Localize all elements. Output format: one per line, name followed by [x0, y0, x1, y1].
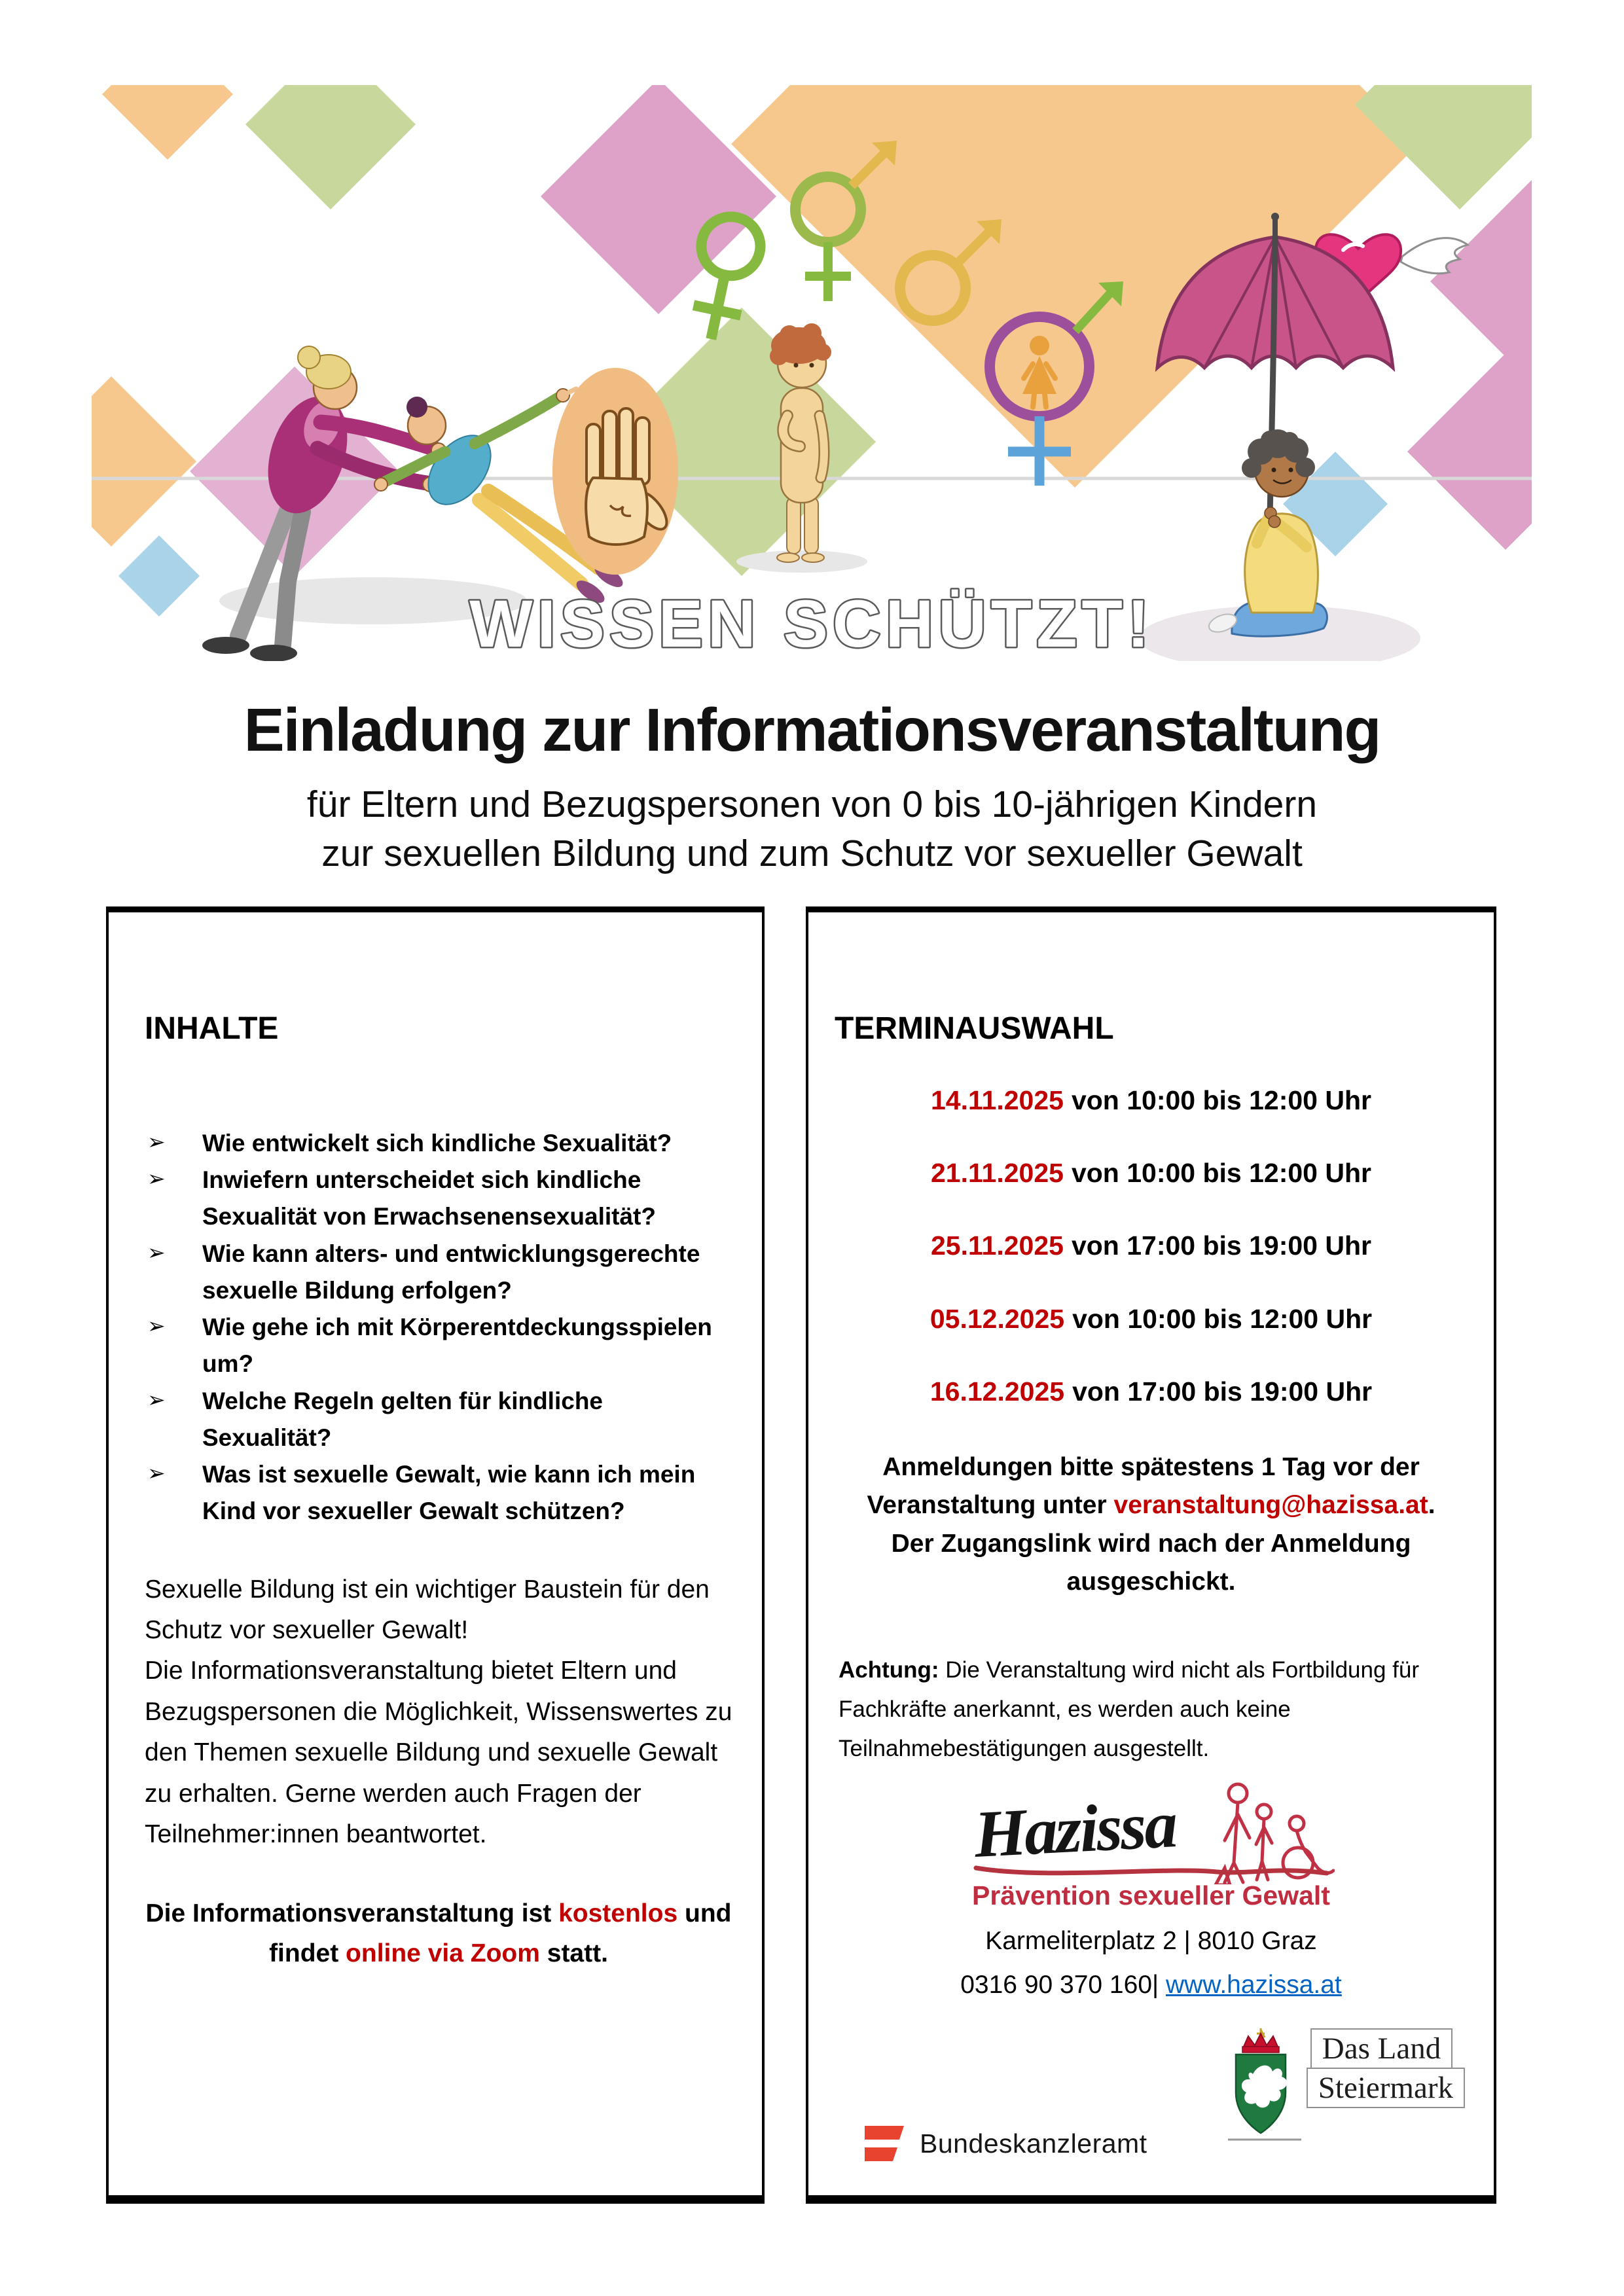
- paragraph-2: Die Informationsveranstaltung bietet Eltern und Bezugspersonen die Möglichkeit, Wissenswertes zu den Themen sexuelle Bildung und sexuelle Gewalt zu erhalten. Gerne werden auch Fragen der Teilnehmer:innen beantwortet.: [145, 1657, 732, 1848]
- phone-number: 0316 90 370 160: [960, 1971, 1153, 1999]
- highlight-text: findet: [269, 1939, 346, 1967]
- date-row: [835, 1230, 1468, 1262]
- arrow-bullet-icon: ➢: [147, 1239, 166, 1265]
- time-value: von 10:00 bis 12:00 Uhr: [1071, 1085, 1371, 1115]
- bullet-text: Welche Regeln gelten für kindliche Sexualität?: [202, 1387, 603, 1451]
- time-value: von 17:00 bis 19:00 Uhr: [1072, 1376, 1373, 1407]
- date-value: 16.12.2025: [929, 1376, 1065, 1407]
- terminauswahl-box: [806, 906, 1496, 2204]
- achtung-text: Die Veranstaltung wird nicht als Fortbildung für Fachkräfte anerkannt, es werden auch keine Teilnahmebestätigungen ausgestellt.: [839, 1657, 1420, 1762]
- hazissa-contact-block: [808, 1770, 1494, 1998]
- page-subtitle: [0, 780, 1624, 878]
- date-row: [835, 1303, 1468, 1335]
- banner-slogan: WISSEN SCHÜTZT!: [469, 586, 1154, 661]
- list-item: [145, 1309, 732, 1382]
- hazissa-logo-subtitle: Prävention sexueller Gewalt: [972, 1880, 1330, 1910]
- registration-text: Anmeldungen bitte spätestens 1 Tag vor der Veranstaltung unter: [867, 1452, 1420, 1520]
- bundeskanzleramt-logo: [865, 2125, 1147, 2162]
- arrow-bullet-icon: ➢: [147, 1460, 166, 1486]
- austria-flag-icon: [865, 2125, 905, 2162]
- inhalte-box: [106, 906, 765, 2204]
- registration-note: [855, 1448, 1447, 1602]
- time-value: von 10:00 bis 12:00 Uhr: [1072, 1303, 1373, 1334]
- separator: |: [1152, 1971, 1166, 1999]
- phone-web-line: [808, 1972, 1494, 1998]
- highlight-text: statt.: [539, 1939, 608, 1967]
- intro-paragraph: [145, 1570, 732, 1856]
- date-row: [835, 1157, 1468, 1189]
- banner-illustration: [92, 85, 1532, 661]
- address-block: [808, 1928, 1494, 1998]
- steiermark-crest-icon: [1227, 2028, 1303, 2143]
- bullet-text: Wie gehe ich mit Körperentdeckungsspielen um?: [202, 1314, 712, 1378]
- bullet-text: Inwiefern unterscheidet sich kindliche Sexualität von Erwachsenensexualität?: [202, 1166, 656, 1230]
- subtitle-line-1: für Eltern und Bezugspersonen von 0 bis 10-jährigen Kindern: [306, 783, 1318, 825]
- date-row: [835, 1376, 1468, 1408]
- page-title: Einladung zur Informationsveranstaltung: [244, 696, 1380, 764]
- hazissa-logo-text: Hazissa: [972, 1787, 1178, 1873]
- list-item: [145, 1162, 732, 1235]
- date-value: 25.11.2025: [931, 1230, 1064, 1261]
- steiermark-line-2: Steiermark: [1307, 2068, 1465, 2108]
- inhalte-heading: INHALTE: [145, 1011, 279, 1046]
- inhalte-bullet-list: [145, 1125, 732, 1530]
- bundeskanzleramt-label: Bundeskanzleramt: [920, 2128, 1147, 2159]
- achtung-label: Achtung:: [839, 1657, 939, 1683]
- hazissa-logo: [968, 1770, 1335, 1884]
- address-line: Karmeliterplatz 2 | 8010 Graz: [985, 1927, 1317, 1955]
- highlight-red-kostenlos: kostenlos: [558, 1899, 678, 1928]
- bullet-text: Wie kann alters- und entwicklungsgerechte sexuelle Bildung erfolgen?: [202, 1240, 700, 1304]
- email-link[interactable]: veranstaltung@hazissa.at: [1113, 1491, 1428, 1520]
- website-link[interactable]: www.hazissa.at: [1165, 1971, 1342, 1999]
- date-row: [835, 1085, 1468, 1117]
- date-value: 14.11.2025: [931, 1085, 1064, 1115]
- stop-hand-icon: [552, 368, 678, 575]
- paragraph-1: Sexuelle Bildung ist ein wichtiger Baustein für den Schutz vor sexueller Gewalt!: [145, 1575, 710, 1644]
- list-item: [145, 1125, 732, 1162]
- achtung-note: [835, 1651, 1468, 1769]
- date-value: 21.11.2025: [931, 1158, 1064, 1189]
- list-item: [145, 1236, 732, 1309]
- arrow-bullet-icon: ➢: [147, 1386, 166, 1412]
- sitting-child-figure: [1157, 213, 1393, 636]
- arrow-bullet-icon: ➢: [147, 1166, 166, 1192]
- date-value: 05.12.2025: [929, 1303, 1065, 1334]
- shadow: [736, 550, 867, 573]
- time-value: von 10:00 bis 12:00 Uhr: [1071, 1158, 1371, 1189]
- steiermark-line-1: Das Land: [1310, 2028, 1453, 2068]
- arrow-bullet-icon: ➢: [147, 1313, 166, 1339]
- steiermark-logo: [1227, 2028, 1465, 2143]
- list-item: [145, 1383, 732, 1456]
- bullet-text: Wie entwickelt sich kindliche Sexualität?: [202, 1130, 672, 1157]
- highlight-text: und: [677, 1899, 732, 1928]
- arrow-bullet-icon: ➢: [147, 1129, 166, 1155]
- steiermark-logo-text: [1307, 2028, 1465, 2108]
- subtitle-line-2: zur sexuellen Bildung und zum Schutz vor sexueller Gewalt: [321, 833, 1303, 875]
- highlight-text: Die Informationsveranstaltung ist: [145, 1899, 559, 1928]
- terminauswahl-heading: TERMINAUSWAHL: [835, 1011, 1114, 1046]
- registration-text: . Der Zugangslink wird nach der Anmeldung ausgeschickt.: [891, 1491, 1435, 1596]
- free-online-statement: [145, 1894, 732, 1973]
- list-item: [145, 1456, 732, 1530]
- bullet-text: Was ist sexuelle Gewalt, wie kann ich mein Kind vor sexueller Gewalt schützen?: [202, 1461, 696, 1525]
- date-list: [835, 1085, 1468, 1408]
- highlight-red-online-zoom: online via Zoom: [346, 1939, 540, 1967]
- time-value: von 17:00 bis 19:00 Uhr: [1071, 1230, 1371, 1261]
